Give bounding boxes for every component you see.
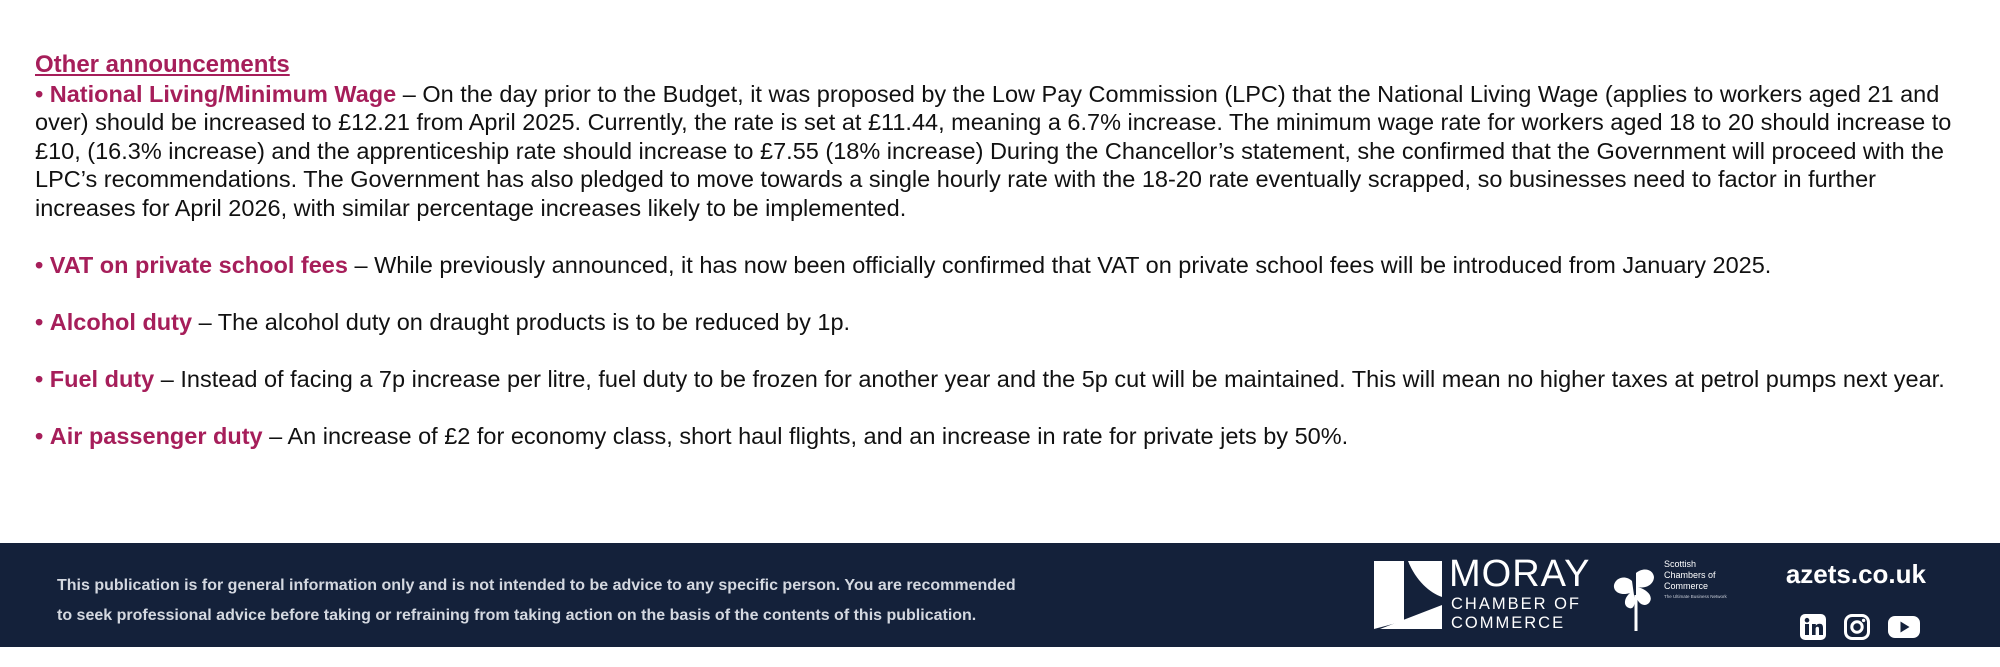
list-item-national-living-wage xyxy=(35,80,1965,223)
scc-line-1: Scottish xyxy=(1664,559,1697,569)
moray-name: MORAY xyxy=(1449,553,1591,595)
footer-bar xyxy=(0,543,2000,647)
list-item-alcohol-duty xyxy=(35,308,1965,337)
item-title: VAT on private school fees xyxy=(49,251,348,278)
moray-subtitle-line-2: COMMERCE xyxy=(1451,614,1566,632)
item-title: Air passenger duty xyxy=(49,422,263,449)
moray-chamber-logo xyxy=(1374,553,1591,632)
bullet: • xyxy=(35,308,44,335)
moray-subtitle xyxy=(1451,595,1581,633)
list-item-air-passenger-duty xyxy=(35,422,1965,451)
announcements-section xyxy=(35,50,1965,479)
disclaimer-line-1: This publication is for general information only and is not intended to be advice to any specific person. You are recommended xyxy=(57,577,1016,594)
item-text: – While previously announced, it has now been officially confirmed that VAT on private school fees will be introduced from January 2025. xyxy=(347,251,1772,278)
item-text: – On the day prior to the Budget, it was proposed by the Low Pay Commission (LPC) that the National Living Wage (applies to workers aged 21 and over) should be increased to £12.21 from April 2025. Currently, the rate is set at £11.44, meaning a 6.7% increase. The minimum wage rate for workers aged 18 to 20 should increase to £10, (16.3% increase) and the apprenticeship rate should increase to £7.55 (18% increase) During the Chancellor’s statement, she confirmed that the Government will proceed with the LPC’s recommendations. The Government has also pledged to move towards a single hourly rate with the 18-20 rate eventually scrapped, so businesses need to factor in further increases for April 2026, with similar percentage increases likely to be implemented. xyxy=(35,80,1952,221)
item-text: – Instead of facing a 7p increase per litre, fuel duty to be frozen for another year and the 5p cut will be maintained. This will mean no higher taxes at petrol pumps next year. xyxy=(154,365,1945,392)
item-title: Alcohol duty xyxy=(49,308,193,335)
bullet: • xyxy=(35,422,44,449)
website-link[interactable]: azets.co.uk xyxy=(1785,559,1926,589)
scc-line-2: Chambers of xyxy=(1664,570,1716,580)
moray-mark-icon xyxy=(1374,559,1444,631)
disclaimer-line-2: to seek professional advice before taking or refraining from taking action on the basis of the contents of this publication. xyxy=(57,607,977,624)
bullet: • xyxy=(35,365,44,392)
scc-tagline: The Ultimate Business Network xyxy=(1664,594,1727,599)
moray-subtitle-line-1: CHAMBER OF xyxy=(1451,595,1582,613)
item-title: Fuel duty xyxy=(49,365,155,392)
scottish-chambers-logo xyxy=(1610,557,1725,633)
section-heading: Other announcements xyxy=(35,51,290,78)
thistle-icon xyxy=(1610,557,1662,633)
linkedin-icon[interactable] xyxy=(1799,613,1827,641)
bullet: • xyxy=(35,251,44,278)
scc-line-3: Commerce xyxy=(1664,581,1709,591)
bullet: • xyxy=(35,80,44,107)
item-title: National Living/Minimum Wage xyxy=(49,80,397,107)
list-item-fuel-duty xyxy=(35,365,1965,394)
youtube-icon[interactable] xyxy=(1887,613,1921,641)
disclaimer xyxy=(57,571,1057,631)
list-item-vat-private-school xyxy=(35,251,1965,280)
item-text: – An increase of £2 for economy class, short haul flights, and an increase in rate for private jets by 50%. xyxy=(262,422,1349,449)
item-text: – The alcohol duty on draught products is to be reduced by 1p. xyxy=(192,308,851,335)
scc-name xyxy=(1664,559,1716,592)
instagram-icon[interactable] xyxy=(1843,613,1871,641)
